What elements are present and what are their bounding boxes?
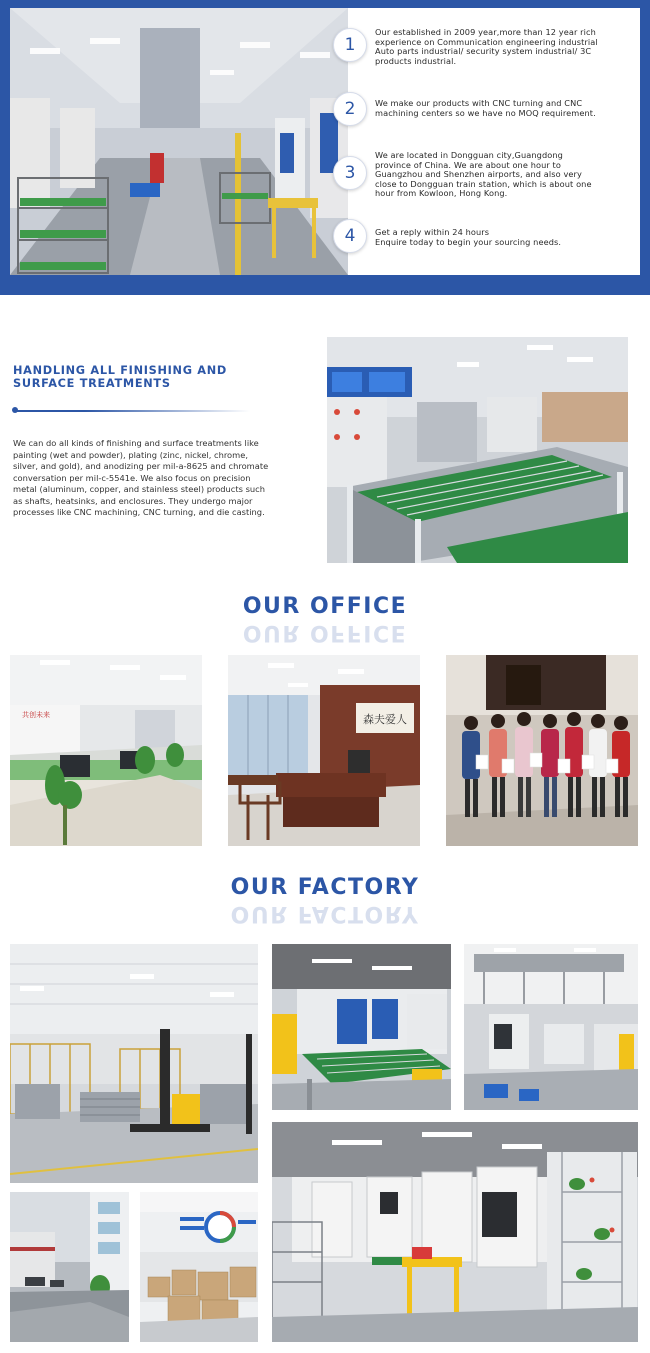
feature-text-1: Our established in 2009 year,more than 12 year rich experience on Communication engineering industrial Auto parts industrial/ security system industrial/ 3C products industrial.	[375, 27, 598, 66]
finishing-description: We can do all kinds of finishing and surface treatments like painting (wet and powder), plating (zinc, nickel, chrome, silver, and gold), and anodizing per mil-a-8625 and chromate conversation per mil-c-5541e. We also focus on precision metal (aluminum, copper, and stainless steel) products such as shafts, heatsinks, and enclosures. They undergo major processes like CNC machining, CNC turning, and die casting.	[13, 438, 269, 517]
factory-heading-reflection: OUR FACTORY	[230, 901, 420, 926]
factory-photo-warehouse	[10, 944, 258, 1183]
factory-photo-cnc-line	[272, 944, 451, 1110]
factory-photo-machines	[464, 944, 638, 1110]
feature-number-3: 3	[333, 156, 367, 190]
feature-text-2: We make our products with CNC turning and CNC machining centers so we have no MOQ requirement.	[375, 98, 596, 118]
office-photo-manager-room	[228, 655, 420, 846]
feature-number-1: 1	[333, 28, 367, 62]
factory-photo-storage	[140, 1192, 258, 1342]
office-heading: OUR OFFICE OUR OFFICE	[0, 594, 650, 619]
feature-number-2: 2	[333, 92, 367, 126]
factory-photo-exterior	[10, 1192, 129, 1342]
intro-banner	[0, 0, 650, 295]
finishing-title: HANDLING ALL FINISHING AND SURFACE TREATMENTS	[13, 364, 227, 390]
factory-heading: OUR FACTORY OUR FACTORY	[0, 875, 650, 900]
feature-text-3: We are located in Dongguan city,Guangdong province of China. We are about one hour to Guangzhou and Shenzhen airports, and also very close to Dongguan train station, which is about one hour from Kowloon, Hong Kong.	[375, 150, 592, 199]
feature-text-4: Get a reply within 24 hours Enquire today to begin your sourcing needs.	[375, 227, 562, 247]
finishing-photo	[327, 337, 628, 563]
factory-photo-workshop	[272, 1122, 638, 1342]
svg-text:共创未来: 共创未来	[22, 711, 50, 719]
office-heading-reflection: OUR OFFICE	[242, 620, 408, 645]
office-photo-workspace	[10, 655, 202, 846]
feature-number-4: 4	[333, 219, 367, 253]
workshop-photo	[10, 8, 348, 275]
office-photo-team	[446, 655, 638, 846]
title-divider	[14, 410, 250, 412]
wall-calligraphy: 森夫爱人	[363, 713, 407, 726]
